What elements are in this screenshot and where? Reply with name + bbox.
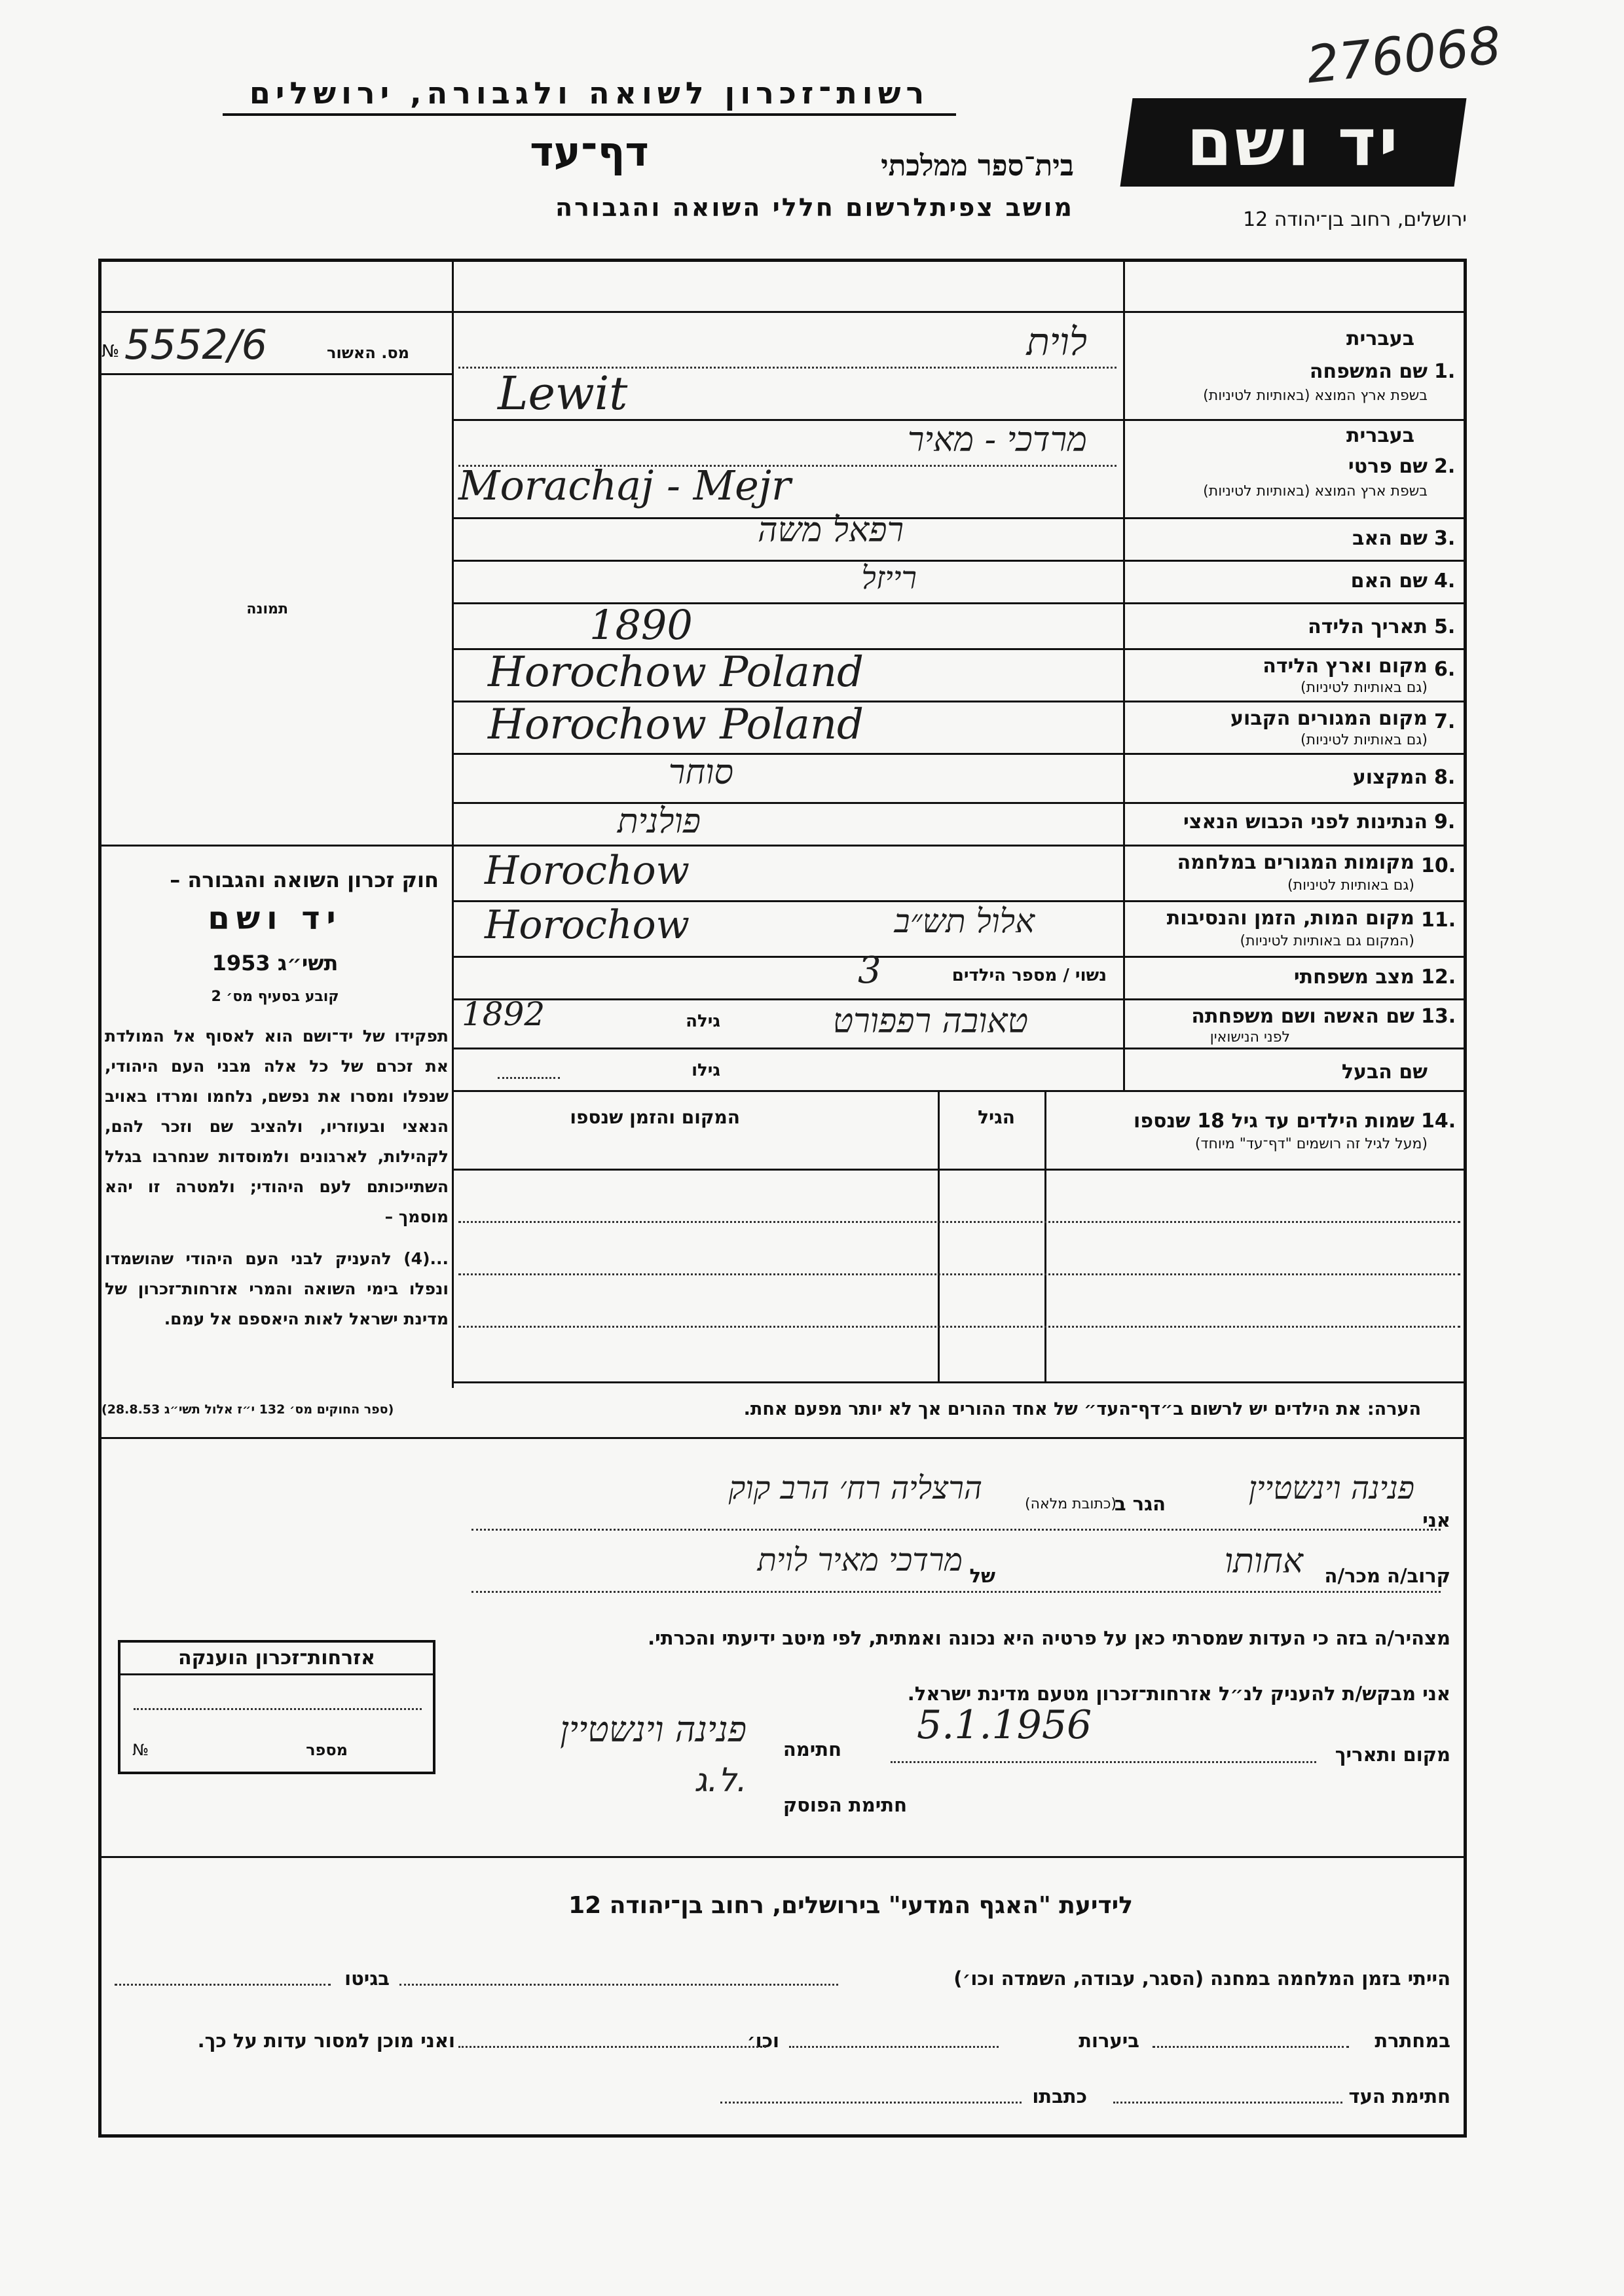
subtitle-text: צפיתלרשום חללי השואה והגבורה bbox=[555, 193, 995, 222]
footer-line-1: הייתי בזמן המלחמה במחנה (הסגר, עבודה, השמדה וכו׳) bbox=[953, 1967, 1450, 1990]
children-header-line bbox=[452, 1169, 1467, 1171]
citizenship-number-label: מספר bbox=[306, 1741, 348, 1759]
left-column-divider bbox=[452, 259, 454, 1388]
field-10-label: מקומות המגורים במלחמה bbox=[1177, 851, 1414, 874]
children-num: 14. bbox=[1421, 1110, 1456, 1133]
footer-line-3-dots-1 bbox=[1113, 2102, 1342, 2104]
field-3-label: שם האב bbox=[1352, 527, 1428, 550]
field-12-label: מצב משפחתי bbox=[1293, 966, 1414, 989]
children-row-2 bbox=[458, 1273, 1460, 1275]
footer-line-2-dots-2 bbox=[789, 2046, 999, 2048]
row-line-13 bbox=[452, 1048, 1467, 1049]
field-1-lang-note: בעברית bbox=[1346, 327, 1414, 350]
footer-line-2-start: במחתרת bbox=[1375, 2030, 1450, 2052]
field-6-sub: (גם באותיות לטיניות) bbox=[1301, 680, 1428, 696]
place-date-dots bbox=[891, 1761, 1316, 1763]
row-line-8 bbox=[452, 802, 1467, 804]
field-5-num: 5. bbox=[1434, 615, 1456, 638]
yad-vashem-logo bbox=[1120, 98, 1467, 187]
field-2-value-he: מרדכי - מאיר bbox=[907, 420, 1087, 460]
field-1-num: 1. bbox=[1434, 360, 1456, 383]
field-6-value: Horochow Poland bbox=[488, 648, 864, 697]
signature-label: חתימה bbox=[783, 1738, 841, 1760]
declaration-of-value: מרדכי מאיר לוית bbox=[757, 1542, 963, 1578]
authority-title: רשות־זכרון לשואה ולגבורה, ירושלים bbox=[223, 75, 956, 116]
field-8-value: סוחר bbox=[668, 753, 733, 792]
top-row-line bbox=[98, 311, 1467, 313]
national-home-text: בית־ספר ממלכתי bbox=[881, 149, 1074, 183]
row-line-12 bbox=[452, 998, 1467, 1000]
children-label: שמות הילדים עד גיל 18 שנספו bbox=[1134, 1110, 1414, 1133]
field-11-label: מקום המות, הזמן והנסיבות bbox=[1166, 907, 1414, 930]
declaration-address-dots bbox=[471, 1529, 1441, 1531]
field-13-age-value: 1892 bbox=[462, 995, 545, 1033]
approval-label: מס. האשור bbox=[327, 344, 409, 362]
field-13-age-label: גילה bbox=[686, 1011, 720, 1031]
note-text: הערה: את הילדים יש לרשום ב״דף־העד״ של אחד ההורים אך לא יותר מפעם אחת. bbox=[743, 1399, 1421, 1419]
declaration-resident-label: הגר ב bbox=[1114, 1493, 1166, 1515]
children-place-header: המקום והזמן שנספו bbox=[570, 1106, 740, 1128]
children-age-header: הגיל bbox=[978, 1106, 1015, 1128]
field-7-value: Horochow Poland bbox=[488, 701, 864, 749]
children-col-1 bbox=[1044, 1090, 1046, 1381]
field-5-label: תאריך הלידה bbox=[1308, 615, 1428, 638]
law-source: (ספר החוקים מס׳ 132 י״ז אלול תשי״ג 28.8.53) bbox=[101, 1402, 394, 1417]
place-date-label: מקום ותאריך bbox=[1335, 1743, 1450, 1766]
field-1-label: שם המשפחה bbox=[1309, 360, 1428, 383]
field-9-num: 9. bbox=[1434, 811, 1456, 833]
approval-value: 5552/6 bbox=[124, 321, 268, 369]
children-row-3 bbox=[458, 1326, 1460, 1328]
footer-line-2-dots-3 bbox=[458, 2046, 766, 2048]
field-11-sub: (המקום גם באותיות לטיניות) bbox=[1240, 933, 1414, 949]
husband-age-label: גילו bbox=[692, 1061, 720, 1080]
label-column-divider bbox=[1123, 259, 1125, 1090]
field-2-sub: בשפת ארץ המוצא (באותיות לטיניות) bbox=[1203, 483, 1428, 500]
citizenship-box-title: אזרחות־זכרון הוענקה bbox=[120, 1647, 433, 1675]
law-year: תשי״ג 1953 bbox=[212, 951, 339, 975]
law-title: חוק זכרון השואה והגבורה – bbox=[170, 867, 439, 892]
row-line-11 bbox=[452, 956, 1467, 958]
citizenship-number-prefix: № bbox=[132, 1741, 149, 1759]
archive-number: 276068 bbox=[1304, 16, 1504, 96]
declaration-i-label: אני bbox=[1422, 1509, 1450, 1531]
declaration-relation: אחותו bbox=[1224, 1542, 1303, 1581]
signature-value: פנינה וינשטיין bbox=[560, 1709, 747, 1750]
declaration-relation-label: קרוב/ה מכר/ה bbox=[1324, 1565, 1450, 1587]
approval-line bbox=[98, 373, 452, 375]
footer-line-2-mid1: ביערות bbox=[1079, 2030, 1139, 2052]
row-line-3 bbox=[452, 560, 1467, 562]
field-12-num: 12. bbox=[1421, 966, 1456, 989]
footer-line-2-dots-1 bbox=[1153, 2046, 1349, 2048]
subtitle-bold: מושב bbox=[1005, 193, 1074, 222]
declaration-name: פנינה וינשטיין bbox=[1248, 1470, 1414, 1506]
row-line-7 bbox=[452, 753, 1467, 755]
form-subtitle bbox=[314, 193, 1074, 222]
field-4-value: רייזל bbox=[861, 560, 917, 596]
footer-line-2-mid2: וכו׳ bbox=[747, 2030, 779, 2052]
footer-line-1-dots bbox=[399, 1984, 838, 1986]
children-row-1 bbox=[458, 1221, 1460, 1223]
field-2-value-lat: Morachaj - Mejr bbox=[458, 462, 791, 509]
field-7-label: מקום המגורים הקבוע bbox=[1230, 707, 1428, 730]
field-13-num: 13. bbox=[1421, 1005, 1456, 1028]
citizenship-box-dots bbox=[134, 1708, 422, 1710]
citizenship-box bbox=[118, 1640, 435, 1774]
footer-line-1-dots-2 bbox=[115, 1984, 331, 1986]
declaration-address: הרצליה רח׳ הרב קוק bbox=[728, 1470, 982, 1506]
field-8-label: המקצוע bbox=[1352, 766, 1428, 789]
footer-line-1-end: בגיטו bbox=[344, 1967, 390, 1990]
field-13-value: טאובה רפפורט bbox=[832, 1002, 1028, 1041]
approval-prefix: № bbox=[101, 342, 120, 361]
field-10-sub: (גם באותיות לטיניות) bbox=[1287, 877, 1414, 894]
footer-line-2-end: ואני מוכן למסור עדות על כך. bbox=[197, 2030, 455, 2052]
children-sub: (מעל לגיל זה רושמים "דף־עד" מיוחד) bbox=[1194, 1136, 1428, 1152]
field-2-label: שם פרטי bbox=[1348, 455, 1428, 478]
field-8-num: 8. bbox=[1434, 766, 1456, 789]
declaration-relation-dots bbox=[471, 1591, 1441, 1593]
field-1-value-lat: Lewit bbox=[498, 367, 628, 420]
row-line-2 bbox=[452, 517, 1467, 519]
field-2-lang-note: בעברית bbox=[1346, 424, 1414, 447]
field-7-num: 7. bbox=[1434, 710, 1456, 733]
field-13-label: שם האשה ושם משפחתה bbox=[1191, 1005, 1414, 1028]
logo-text: יד ושם bbox=[1186, 104, 1401, 181]
official-signature-label: חתימת הפוסק bbox=[783, 1794, 907, 1816]
footer-line-3-dots-2 bbox=[720, 2102, 1022, 2104]
footer-title: לידיעת "האגף המדעי" בירושלים, רחוב בן־יהודה 12 bbox=[568, 1892, 1133, 1919]
form-title: דף־עד bbox=[530, 128, 649, 175]
law-text-2: ...(4) להעניק לבני העם היהודי שהושמדו ונפלו בימי השואה והמרי אזרחות־זכרון של מדינת ישראל לאות היאספם אל עמם. bbox=[105, 1249, 449, 1328]
declaration-address-hint: (כתובת מלאה) bbox=[1025, 1496, 1116, 1512]
declaration-of-label: של bbox=[969, 1565, 995, 1587]
field-11-value-he: אלול תש״ב bbox=[894, 902, 1035, 940]
row-line-14 bbox=[452, 1090, 1467, 1092]
field-10-value: Horochow bbox=[485, 848, 690, 894]
law-clause: קובע בסעיף מס׳ 2 bbox=[211, 989, 339, 1005]
field-11-value-lat: Horochow bbox=[485, 902, 690, 948]
declaration-request: אני מבקש/ת להעניק לנ״ל אזרחות־זכרון מטעם מדינת ישראל. bbox=[907, 1683, 1450, 1705]
husband-age-dots bbox=[498, 1077, 560, 1079]
field-12-value: 3 bbox=[858, 949, 881, 992]
field-7-sub: (גם באותיות לטיניות) bbox=[1301, 732, 1428, 748]
field-3-num: 3. bbox=[1434, 527, 1456, 550]
photo-bottom-line bbox=[98, 845, 452, 847]
field-10-num: 10. bbox=[1421, 854, 1456, 877]
note-top-line bbox=[452, 1381, 1467, 1383]
field-1-sub: בשפת ארץ המוצא (באותיות לטיניות) bbox=[1203, 388, 1428, 404]
field-4-label: שם האם bbox=[1350, 570, 1428, 592]
field-9-label: הנתינות לפני הכבוש הנאצי bbox=[1183, 811, 1428, 833]
field-4-num: 4. bbox=[1434, 570, 1456, 592]
field-1-value-he: לוית bbox=[1026, 319, 1087, 364]
husband-label: שם הבעל bbox=[1341, 1061, 1428, 1084]
official-initials: ל.ג. bbox=[694, 1761, 747, 1799]
field-12-status-label: נשוי / מספר הילדים bbox=[951, 966, 1107, 985]
declaration-statement: מצהיר/ה בזה כי העדות שמסרתי כאן על פרטיה היא נכונה ואמתית, לפי מיטב ידיעתי והכרתי. bbox=[648, 1627, 1450, 1649]
field-6-num: 6. bbox=[1434, 658, 1456, 681]
footer-line-3-start: חתימת העד bbox=[1348, 2085, 1450, 2107]
logo-address: ירושלים, רחוב בן־יהודה 12 bbox=[1243, 208, 1467, 231]
field-6-label: מקום וארץ הלידה bbox=[1263, 655, 1428, 678]
children-col-2 bbox=[938, 1090, 940, 1381]
field-13-sub: לפני הנישואין bbox=[1209, 1029, 1290, 1046]
footer-line-3-end: כתבתו bbox=[1032, 2085, 1087, 2107]
field-3-value: רפאל משה bbox=[758, 511, 904, 550]
place-date-value: 5.1.1956 bbox=[917, 1702, 1092, 1748]
law-text-1: תפקידו של יד־ושם הוא לאסוף אל המולדת את זכרם של כל אלה מבני העם היהודי, שנפלו ומסרו את נפשם, נלחמו ומרדו באויב הנאצי ובעוזריו, ולהציב שם וזכר להם, לקהילות, לארגונים ולמוסדות שנחרבו בגלל השתייכותם לעם היהודי; ולמטרה זו יהא מוסמך – bbox=[105, 1027, 449, 1226]
footer-top-line bbox=[98, 1856, 1467, 1858]
field-5-value: 1890 bbox=[589, 601, 693, 649]
note-bottom-line bbox=[98, 1437, 1467, 1439]
field-2-num: 2. bbox=[1434, 455, 1456, 478]
field-9-value: פולנית bbox=[617, 802, 701, 841]
law-name: יד ושם bbox=[208, 900, 342, 937]
photo-label: תמונה bbox=[246, 601, 288, 617]
field-11-num: 11. bbox=[1421, 909, 1456, 932]
row-line-9 bbox=[452, 845, 1467, 847]
